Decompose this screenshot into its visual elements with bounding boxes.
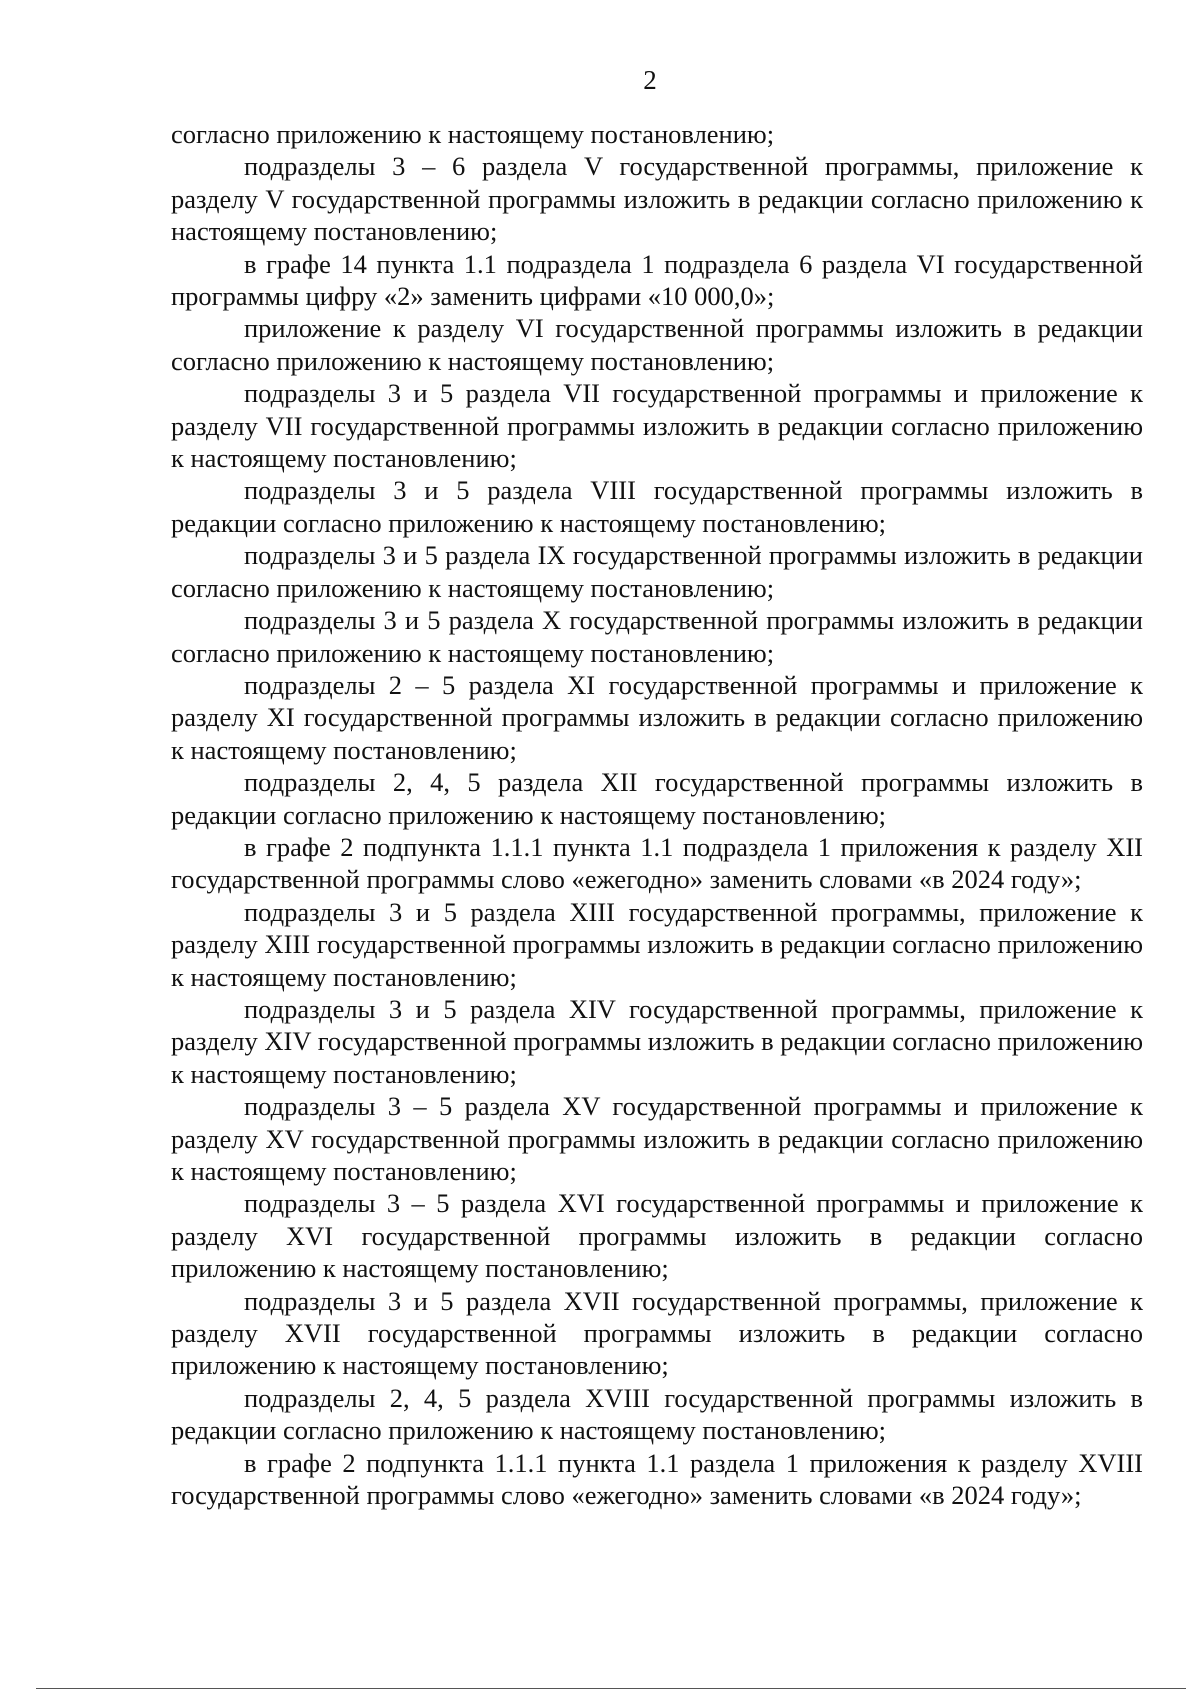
paragraph-section-xviii: подразделы 2, 4, 5 раздела XVIII государственной программы изложить в редакции согласно приложению к настоящему постановлению; — [171, 1382, 1143, 1446]
scan-bottom-rule — [36, 1688, 1186, 1689]
document-body — [171, 118, 1143, 1511]
paragraph-section-xi: подразделы 2 – 5 раздела XI государственной программы и приложение к разделу XI государственной программы изложить в редакции согласно приложению к настоящему постановлению; — [171, 669, 1143, 765]
paragraph-section-xiii: подразделы 3 и 5 раздела XIII государственной программы, приложение к разделу XIII государственной программы изложить в редакции согласно приложению к настоящему постановлению; — [171, 896, 1143, 992]
paragraph-section-viii: подразделы 3 и 5 раздела VIII государственной программы изложить в редакции согласно приложению к настоящему постановлению; — [171, 475, 1143, 538]
paragraph-section-vii: подразделы 3 и 5 раздела VII государственной программы и приложение к разделу VII государственной программы изложить в редакции согласно приложению к настоящему постановлению; — [171, 378, 1143, 474]
paragraph-section-xviii-column-2: в графе 2 подпункта 1.1.1 пункта 1.1 раздела 1 приложения к разделу XVIII государственной программы слово «ежегодно» заменить словами «в 2024 году»; — [171, 1447, 1143, 1511]
paragraph-section-xiv: подразделы 3 и 5 раздела XIV государственной программы, приложение к разделу XIV государственной программы изложить в редакции согласно приложению к настоящему постановлению; — [171, 993, 1143, 1089]
paragraph-section-ix: подразделы 3 и 5 раздела IX государственной программы изложить в редакции согласно приложению к настоящему постановлению; — [171, 540, 1143, 603]
paragraph-section-xvi: подразделы 3 – 5 раздела XVI государственной программы и приложение к разделу XVI государственной программы изложить в редакции согласно приложению к настоящему постановлению; — [171, 1188, 1143, 1284]
paragraph-section-vi-column-14: в графе 14 пункта 1.1 подраздела 1 подраздела 6 раздела VI государственной программы цифру «2» заменить цифрами «10 000,0»; — [171, 248, 1143, 312]
paragraph-section-xii: подразделы 2, 4, 5 раздела XII государственной программы изложить в редакции согласно приложению к настоящему постановлению; — [171, 767, 1143, 830]
paragraph-section-xv: подразделы 3 – 5 раздела XV государственной программы и приложение к разделу XV государственной программы изложить в редакции согласно приложению к настоящему постановлению; — [171, 1091, 1143, 1186]
paragraph-section-xii-column-2: в графе 2 подпункта 1.1.1 пункта 1.1 подраздела 1 приложения к разделу XII государственной программы слово «ежегодно» заменить словами «в 2024 году»; — [171, 831, 1143, 895]
paragraph-section-v: подразделы 3 – 6 раздела V государственной программы, приложение к разделу V государственной программы изложить в редакции согласно приложению к настоящему постановлению; — [171, 151, 1143, 247]
paragraph-section-x: подразделы 3 и 5 раздела X государственной программы изложить в редакции согласно приложению к настоящему постановлению; — [171, 605, 1143, 668]
paragraph-section-vi-appendix: приложение к разделу VI государственной программы изложить в редакции согласно приложению к настоящему постановлению; — [171, 313, 1143, 376]
paragraph-section-xvii: подразделы 3 и 5 раздела XVII государственной программы, приложение к разделу XVII государственной программы изложить в редакции согласно приложению к настоящему постановлению; — [171, 1285, 1143, 1381]
paragraph-continuation: согласно приложению к настоящему постановлению; — [171, 119, 775, 149]
page-number: 2 — [643, 65, 657, 95]
